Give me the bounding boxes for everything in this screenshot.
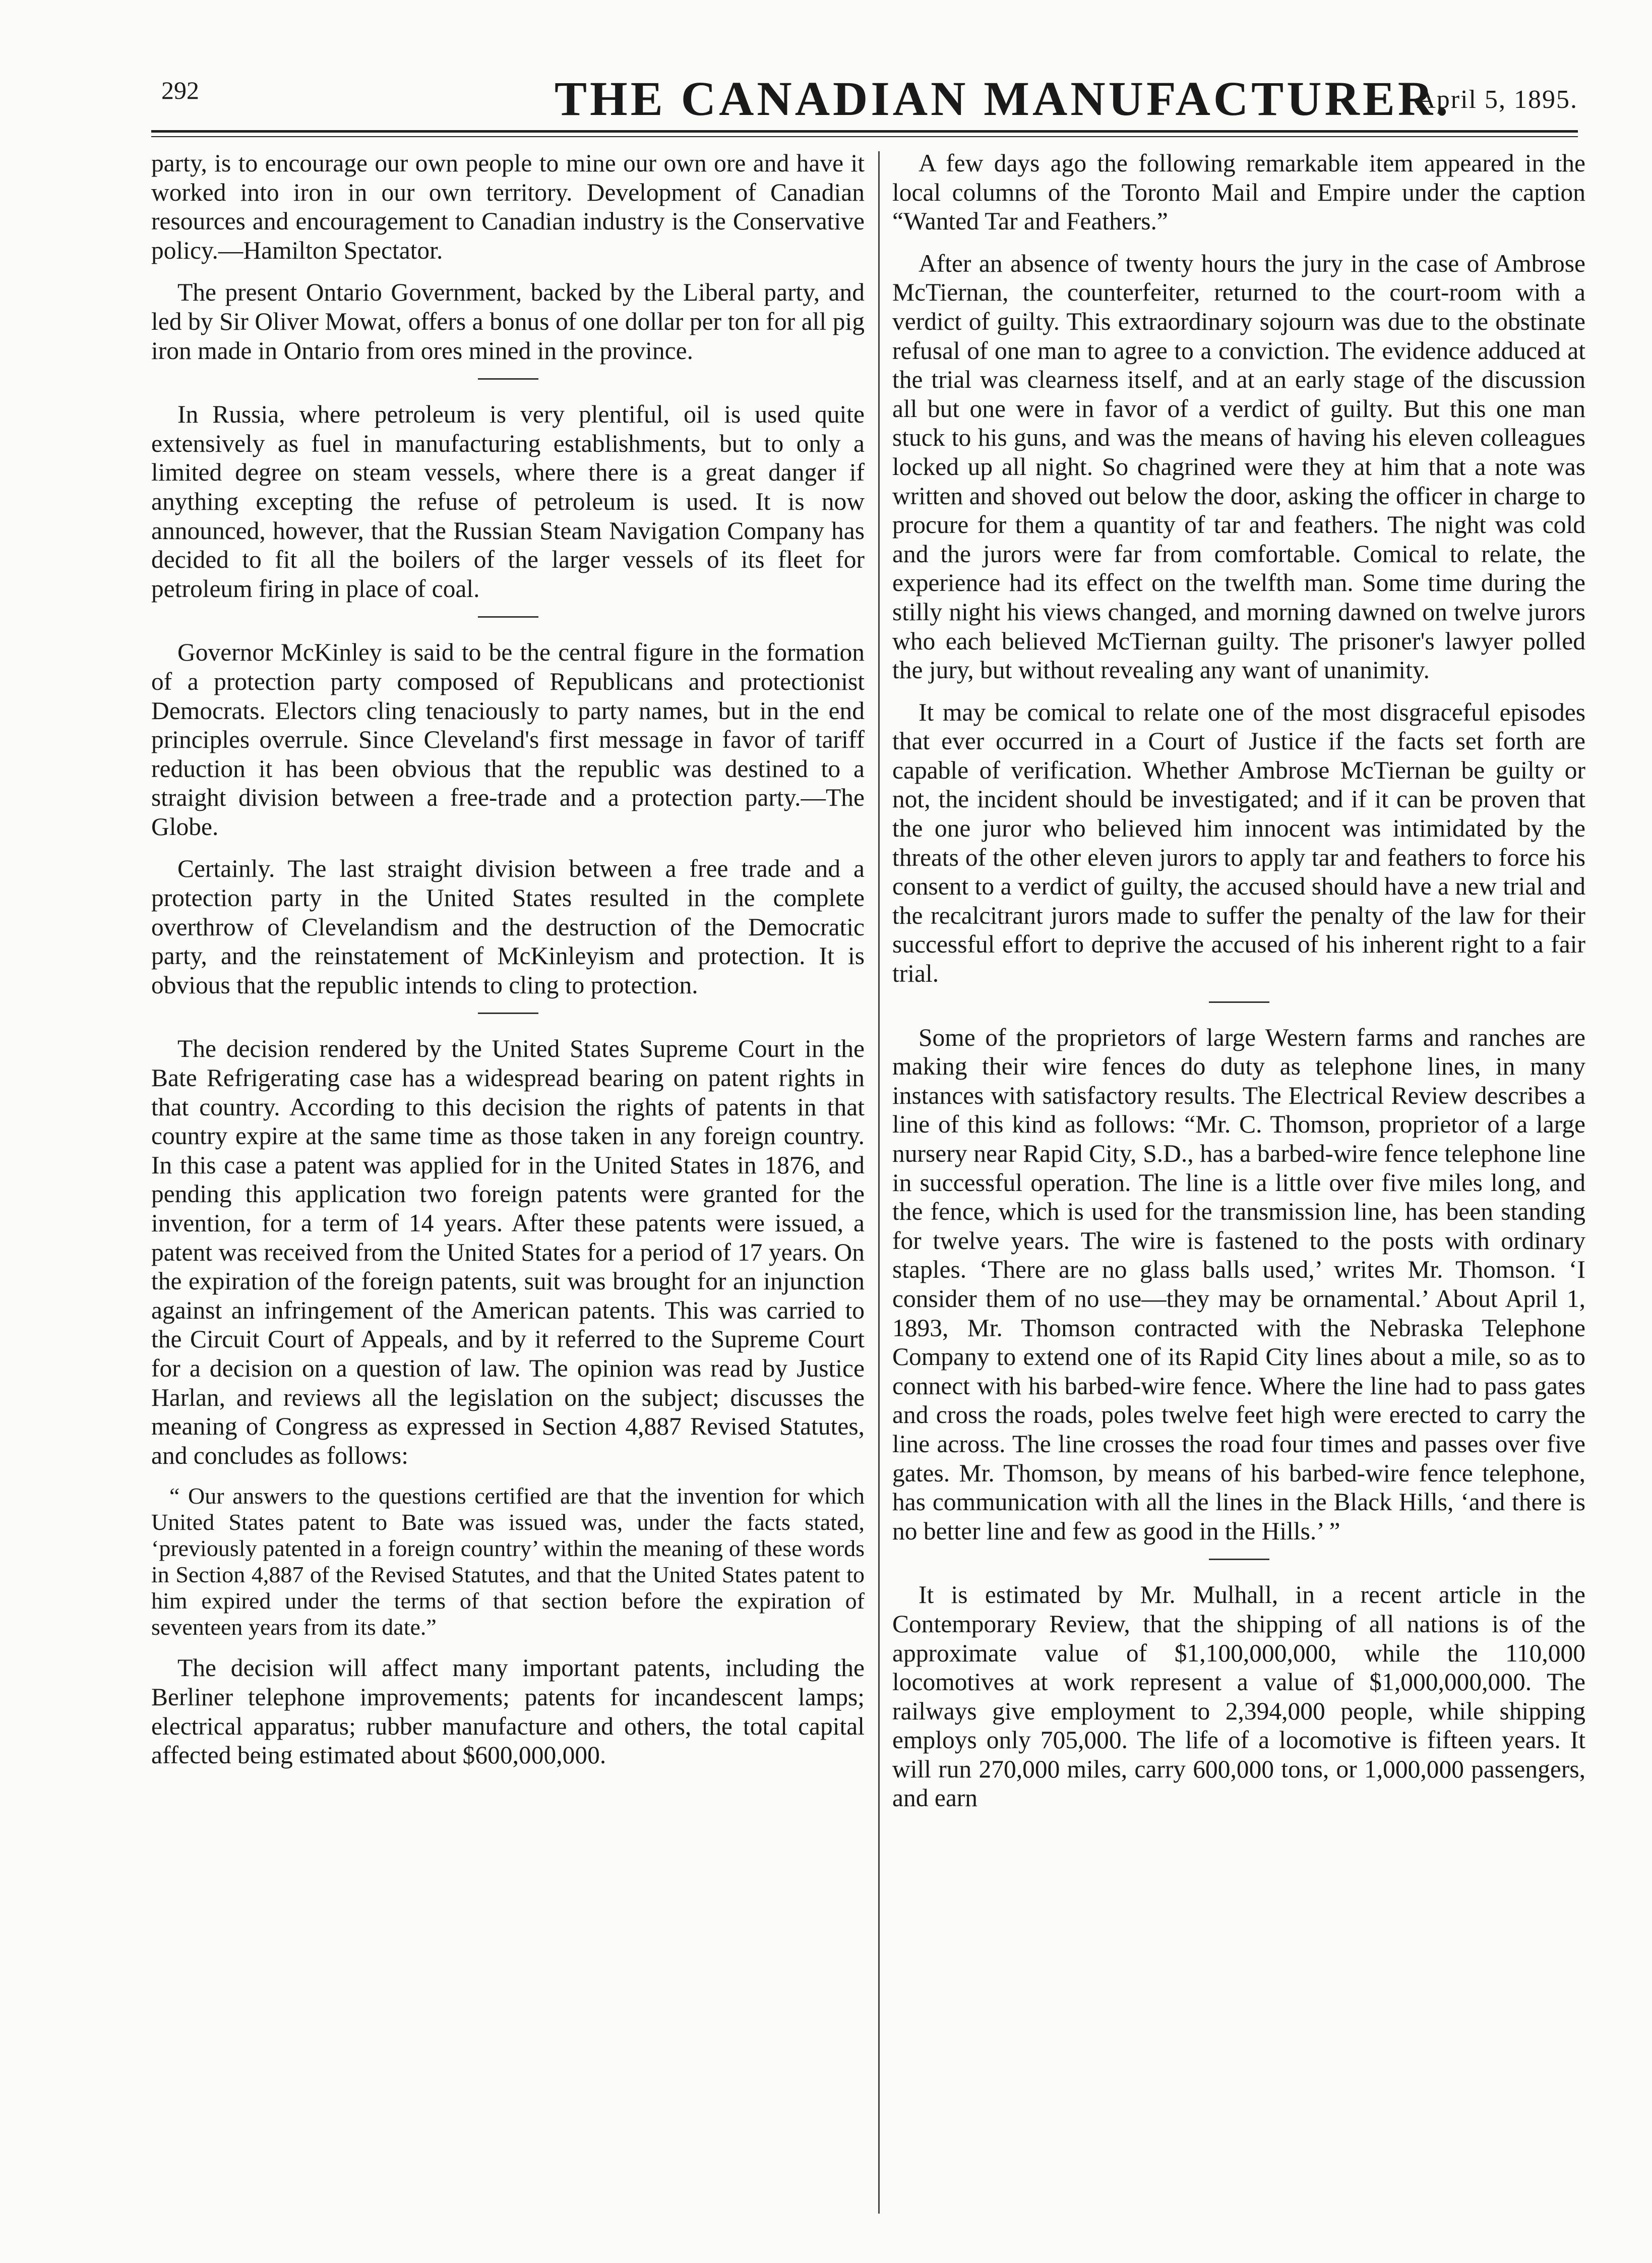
article-paragraph: Governor McKinley is said to be the central figure in the formation of a protection party composed of Republicans and protectionist Democrats. Electors cling tenaciously to party names, but in the end principles overrule. Since Cleveland's first message in favor of tariff reduction it has been obvious that the republic was destined to a straight division between a free-trade and a protection party.—The Globe.: [151, 638, 865, 841]
block-quote: “ Our answers to the questions certified are that the invention for which United States patent to Bate was issued was, under the facts stated, ‘previously patented in a foreign country’ within the meaning of these words in Section 4,887 of the Revised Statutes, and that the United States patent to him expired under the terms of that section before the expiration of seventeen years from its date.”: [151, 1483, 865, 1640]
article-paragraph: It may be comical to relate one of the most disgraceful episodes that ever occurred in a Court of Justice if the facts set forth are capable of verification. Whether Ambrose McTiernan be guilty or not, the incident should be investigated; and if it can be proven that the one juror who believed him innocent was intimidated by the threats of the other eleven jurors to apply tar and feathers to force his consent to a verdict of guilty, the accused should have a new trial and the recalcitrant jurors made to suffer the penalty of the law for their successful effort to deprive the accused of his inherent right to a fair trial.: [892, 698, 1585, 988]
section-separator: [1209, 1001, 1269, 1003]
column-divider: [878, 151, 880, 2214]
page-number: 292: [161, 76, 199, 104]
article-paragraph: A few days ago the following remarkable item appeared in the local columns of the Toronto Mail and Empire under the caption “Wanted Tar and Feathers.”: [892, 149, 1585, 235]
section-separator: [1209, 1559, 1269, 1560]
section-separator: [478, 1013, 538, 1014]
article-paragraph: The decision rendered by the United States Supreme Court in the Bate Refrigerating case has a widespread bearing on patent rights in that country. According to this decision the rights of patents in that country expire at the same time as those taken in any foreign country. In this case a patent was applied for in the United States in 1876, and pending this application two foreign patents were granted for the invention, for a term of 14 years. After these patents were issued, a patent was received from the United States for a period of 17 years. On the expiration of the foreign patents, suit was brought for an injunction against an infringement of the American patents. This was carried to the Circuit Court of Appeals, and by it referred to the Supreme Court for a decision on a question of law. The opinion was read by Justice Harlan, and reviews all the legislation on the subject; discusses the meaning of Congress as expressed in Section 4,887 Revised Statutes, and concludes as follows:: [151, 1035, 865, 1469]
header-rule-thin: [151, 136, 1578, 137]
article-paragraph: The present Ontario Government, backed by the Liberal party, and led by Sir Oliver Mowat, offers a bonus of one dollar per ton for all pig iron made in Ontario from ores mined in the province.: [151, 278, 865, 365]
right-column: [892, 149, 1585, 1826]
page-header: [151, 71, 1578, 126]
article-paragraph: In Russia, where petroleum is very plentiful, oil is used quite extensively as fuel in manufacturing establishments, but to only a limited degree on steam vessels, where there is a great danger if anything excepting the refuse of petroleum is used. It is now announced, however, that the Russian Steam Navigation Company has decided to fit all the boilers of the larger vessels of its fleet for petroleum firing in place of coal.: [151, 400, 865, 603]
left-column: [151, 149, 865, 1783]
article-paragraph: Certainly. The last straight division between a free trade and a protection party in the United States resulted in the complete overthrow of Clevelandism and the destruction of the Democratic party, and the reinstatement of McKinleyism and protection. It is obvious that the republic intends to cling to protection.: [151, 855, 865, 999]
publication-title: THE CANADIAN MANUFACTURER.: [555, 72, 1451, 126]
article-paragraph: It is estimated by Mr. Mulhall, in a recent article in the Contemporary Review, that the shipping of all nations is of the approximate value of $1,100,000,000, while the 110,000 locomotives at work represent a value of $1,000,000,000. The railways give employment to 2,394,000 people, while shipping employs only 705,000. The life of a locomotive is fifteen years. It will run 270,000 miles, carry 600,000 tons, or 1,000,000 passengers, and earn: [892, 1581, 1585, 1812]
article-paragraph: Some of the proprietors of large Western farms and ranches are making their wire fences do duty as telephone lines, in many instances with satisfactory results. The Electrical Review describes a line of this kind as follows: “Mr. C. Thomson, proprietor of a large nursery near Rapid City, S.D., has a barbed-wire fence telephone line in successful operation. The line is a little over five miles long, and the fence, which is used for the transmission line, has been standing for twelve years. The wire is fastened to the posts with ordinary staples. ‘There are no glass balls used,’ writes Mr. Thomson. ‘I consider them of no use—they may be ornamental.’ About April 1, 1893, Mr. Thomson contracted with the Nebraska Telephone Company to extend one of its Rapid City lines about a mile, so as to connect with his barbed-wire fence. Where the line had to pass gates and cross the roads, poles twelve feet high were erected to carry the line across. The line crosses the road four times and passes over five gates. Mr. Thomson, by means of his barbed-wire fence telephone, has communication with all the lines in the Black Hills, ‘and there is no better line and few as good in the Hills.’ ”: [892, 1023, 1585, 1545]
section-separator: [478, 616, 538, 618]
article-paragraph: party, is to encourage our own people to mine our own ore and have it worked into iron in our own territory. Development of Canadian resources and encouragement to Canadian industry is the Conservative policy.—Hamilton Spectator.: [151, 149, 865, 264]
article-paragraph: The decision will affect many important patents, including the Berliner telephone improvements; patents for incandescent lamps; electrical apparatus; rubber manufacture and others, the total capital affected being estimated about $600,000,000.: [151, 1654, 865, 1769]
article-paragraph: After an absence of twenty hours the jury in the case of Ambrose McTiernan, the counterfeiter, returned to the court-room with a verdict of guilty. This extraordinary sojourn was due to the obstinate refusal of one man to agree to a conviction. The evidence adduced at the trial was clearness itself, and at an early stage of the discussion all but one were in favor of a verdict of guilty. But this one man stuck to his guns, and was the means of having his eleven colleagues locked up all night. So chagrined were they at him that a note was written and shoved out below the door, asking the officer in charge to procure for them a quantity of tar and feathers. The night was cold and the jurors were far from comfortable. Comical to relate, the experience had its effect on the twelfth man. Some time during the stilly night his views changed, and morning dawned on twelve jurors who each believed McTiernan guilty. The prisoner's lawyer polled the jury, but without revealing any want of unanimity.: [892, 249, 1585, 684]
issue-date: April 5, 1895.: [1417, 85, 1578, 114]
header-rule-thick: [151, 130, 1578, 133]
section-separator: [478, 378, 538, 380]
